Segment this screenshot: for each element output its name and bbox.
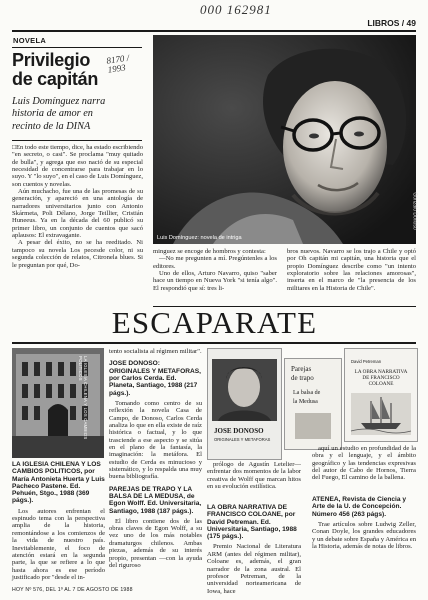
deck-line2: historia de amor en — [12, 108, 93, 120]
paragraph: Aún muchacho, fue una de las promesas de su generación, y apareció en una antología de narradores universitarios junto con Antonio Skármeta, Poli Délano, Jorge Teillier, Cristián Huneeus. Ya en la década del 60 publicó su primer libro, un conjunto de cuentos que sacó aplausos: El extravagante. — [12, 188, 143, 240]
review-body: Premio Nacional de Literatura ARM (antes del régimen militar), Coloane es, además, el gran narrador de la zona austral. El profesor Petreman, de la universidad norteamericana de Iowa, hace — [207, 543, 301, 595]
review-donoso — [109, 348, 202, 569]
paragraph: bros nuevos. Navarro se los trajo a Chile y optó por Oh capitán mi capitán, una historia que el propio Domínguez describe como "un intento exploratorio sobre las relaciones amorosas", inserta en el marco de "la presencia de los militares en la Historia de Chile". — [287, 248, 416, 292]
photo-credit: Gonzalo Donoso — [411, 192, 418, 230]
kicker-rule — [12, 47, 142, 48]
review-lead: aquí un estudio en profundidad de la obra y el lenguaje, y el ámbito geográfico y las tendencias expresivas del autor de Cabo de Hornos, Tierra del Fuego, El camino de la ballena. — [312, 445, 416, 482]
cover-title-2: de trapo — [291, 374, 314, 382]
paragraph: □En todo este tiempo, dice, ha estado escribiendo "en secreto, o casi". Se proclama "muy quitado de bulla", y agrega que eso nació de su especial necesidad de concentrarse para trabajar en lo suyo. Y "lo suyo", en el caso de Luis Domínguez, son cuentos y novelas. — [12, 144, 143, 188]
cover-author: David Petreman — [351, 359, 382, 364]
cover-title: JOSE DONOSO — [214, 427, 264, 435]
page-number: 49 — [406, 18, 416, 28]
feature-column-2 — [153, 248, 277, 292]
book-cover-coloane — [344, 348, 418, 442]
donoso-cover-image — [208, 349, 281, 459]
review-body: Tomando como centro de su reflexión la novela Casa de Campo, de Donoso, Carlos Cerda analiza lo que en ella existe de raíz histórica o factual, y lo que trasciende a ese aspecto y se sitúa en el plano de la fantasía, la imaginación: la metáfora. El estudio de Cerda es minucioso y sistemático, y lo respalda una muy buena bibliografía. — [109, 399, 202, 481]
deck-rule — [12, 140, 142, 141]
author-portrait-image — [153, 35, 416, 244]
review-heading: PAREJAS DE TRAPO Y LA BALSA DE LA MEDUSA, de Egon Wolff. Ed. Universitaria, Santiago, 1988 (187 págs.). — [109, 485, 202, 515]
paragraph: minguez se encoge de hombros y contesta: — [153, 248, 266, 255]
book-cover-donoso — [207, 348, 282, 460]
handwritten-note: 8170 / 1993 — [105, 52, 130, 75]
review-body: Trae artículos sobre Ludwig Zeller, Conan Doyle, los grandes educadores y un debate sobre España y América en la Historia, además de notas de libros. — [312, 520, 416, 550]
book-cover-parejas — [284, 358, 342, 450]
review-heading: LA OBRA NARRATIVA DE FRANCISCO COLOANE, por David Petreman. Ed. Universitaria, Santiago, 1988 (175 págs.). — [207, 504, 297, 541]
article-deck — [12, 96, 147, 133]
photo-caption: Luis Domínguez: novela de intriga — [157, 235, 242, 241]
feature-column-1 — [12, 144, 143, 269]
handwritten-code: 000 162981 — [200, 2, 272, 17]
paragraph: —No me pregunten a mí. Pregúntenles a los editores. — [153, 255, 277, 270]
cover-caption: LA IGLESIA CHILENA Y LOS CAMBIOS POLITICOS — [78, 356, 88, 440]
paragraph: A pesar del éxito, no se ha reeditado. Ni tampoco su novela Los pecesde color, ni su segunda colección de relatos, Citronela blues. Si le preguntan por qué, Do- — [12, 239, 143, 269]
review-body: Los autores enfrentan el espinudo tema con la perspectiva amplia de la historia, remontándose a los comienzos de la vida de nuestro país. Inevitablemente, el foco de atención estará en la segunda parte, la que se refiere a lo que hasta ahora es ese período justificado por "desde el in- — [12, 507, 105, 581]
page-header: LIBROS / 49 — [367, 18, 416, 28]
review-coloane — [207, 504, 301, 595]
cover-title-4: la Medusa — [293, 399, 318, 405]
article-title-line1: Privilegio — [12, 50, 91, 70]
review-iglesia — [12, 461, 105, 581]
escaparate-rule-bottom — [12, 342, 416, 344]
review-atenea — [312, 496, 416, 550]
author-photo — [153, 35, 416, 244]
escaparate-title: ESCAPARATE — [111, 305, 318, 340]
article-title — [12, 51, 98, 89]
paragraph: Uno de ellos, Arturo Navarro, quiso "saber hace un tiempo en Nueva York "si tenía algo". El respondió que sí: tres li- — [153, 270, 277, 292]
cover-subtitle: ORIGINALES Y METAFORAS — [214, 437, 271, 442]
cover-title-1: Parejas — [291, 365, 312, 373]
header-rule — [12, 30, 416, 32]
deck-line1: Luis Domínguez narra — [12, 96, 106, 107]
review-heading: ATENEA, Revista de Ciencia y Arte de la U. de Concepción. Número 456 (263 págs). — [312, 496, 407, 518]
section-name: LIBROS — [367, 18, 400, 28]
deck-line3: recinto de la DINA — [12, 120, 91, 132]
review-lead: tento socialista al régimen militar". — [109, 348, 202, 355]
feature-column-3 — [287, 248, 416, 292]
article-title-line2: de capitán — [12, 69, 99, 89]
cover-graphic — [295, 413, 331, 439]
review-body: El libro contiene dos de las obras claves de Egon Wolff, a su vez uno de los más notables dramaturgos chilenos. Ambas piezas, además de su interés propio, presentan —con la ayuda del riguroso — [109, 517, 202, 569]
review-heading: JOSE DONOSO: ORIGINALES Y METAFORAS, por Carlos Cerda. Ed. Planeta, Santiago, 1988 (217 págs.). — [109, 360, 201, 397]
cover-title: LA OBRA NARRATIVA DE FRANCISCO COLOANE — [354, 369, 408, 387]
cover-title-3: La balsa de — [293, 390, 321, 396]
section-kicker: NOVELA — [13, 36, 47, 45]
church-photo-image — [12, 348, 104, 458]
review-lead: prólogo de Agustín Letelier— enfrentar dos momentos de la labor creativa de Wolff que marcan hitos en su evolución estilística. — [207, 461, 301, 491]
review-heading: LA IGLESIA CHILENA Y LOS CAMBIOS POLITICOS, por María Antonieta Huerta y Luis Pacheco Pastene. Ed. Pehuén, Stgo., 1988 (369 págs.). — [12, 461, 105, 505]
issue-footer: HOY Nº 576, DEL 1º AL 7 DE AGOSTO DE 1988 — [12, 587, 133, 593]
book-cover-iglesia — [12, 348, 104, 458]
ship-illustration — [351, 393, 411, 435]
